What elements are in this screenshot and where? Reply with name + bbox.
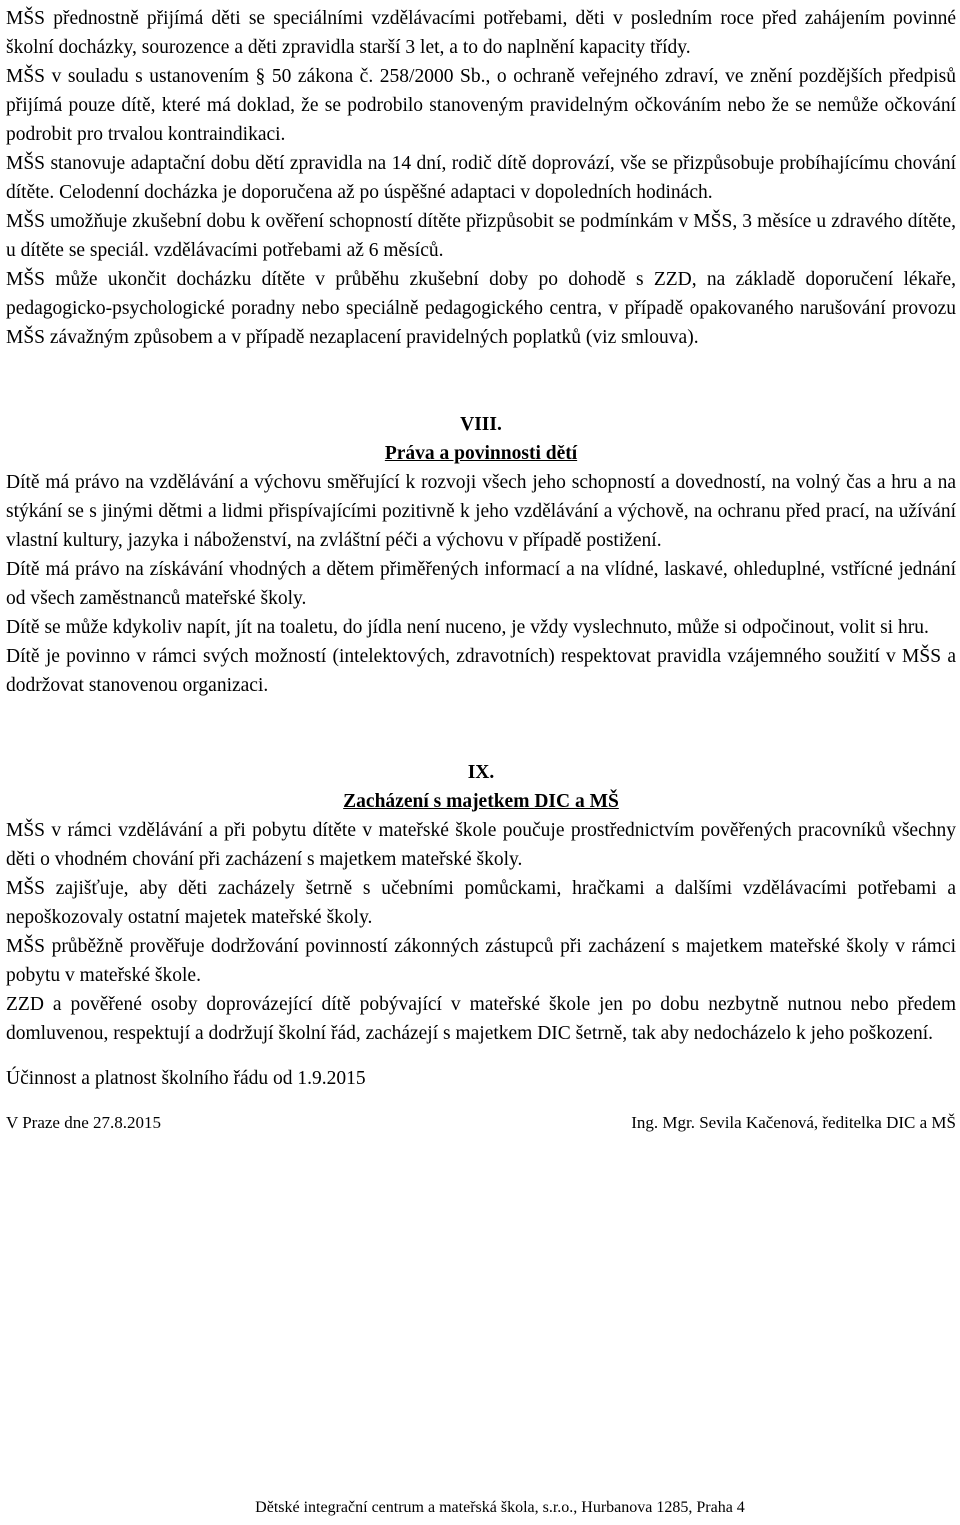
spacer [6, 352, 956, 410]
section-viii-paragraph-2: Dítě má právo na získávání vhodných a dětem přiměřených informací a na vlídné, laskavé, ohleduplné, vstřícné jednání od všech zaměstnanců mateřské školy. [6, 559, 956, 609]
section-viii-paragraph-4: Dítě je povinno v rámci svých možností (intelektových, zdravotních) respektovat pravidla vzájemného soužití v MŠS a dodržovat stanovenou organizaci. [6, 646, 956, 696]
signatory: Ing. Mgr. Sevila Kačenová, ředitelka DIC a MŠ [631, 1113, 956, 1132]
intro-section [6, 4, 956, 352]
page-footer: Dětské integrační centrum a mateřská škola, s.r.o., Hurbanova 1285, Praha 4 [255, 1499, 745, 1516]
intro-paragraph-4: MŠS umožňuje zkušební dobu k ověření schopností dítěte přizpůsobit se podmínkám v MŠS, 3 měsíce u zdravého dítěte, u dítěte se speciál. vzdělávacími potřebami až 6 měsíců. [6, 211, 956, 261]
section-ix-paragraph-4: ZZD a pověřené osoby doprovázející dítě pobývající v mateřské škole jen po dobu nezbytně nutnou nebo předem domluvenou, respektují a dodržují školní řád, zacházejí s majetkem DIC šetrně, tak aby nedocházelo k jeho poškození. [6, 994, 956, 1044]
section-viii-paragraph-1: Dítě má právo na vzdělávání a výchovu směřující k rozvoji všech jeho schopností a dovedností, na volný čas a hru a na stýkání se s jinými dětmi a lidmi přispívajícími pozitivně k jeho vzdělávání a výchově, na ochranu před prací, na užívání vlastní kultury, jazyka i náboženství, na zvláštní péči a výchovu v případě postižení. [6, 472, 956, 551]
effectivity-statement: Účinnost a platnost školního řádu od 1.9.2015 [6, 1068, 366, 1089]
place-date: V Praze dne 27.8.2015 [6, 1113, 162, 1132]
intro-paragraph-2: MŠS v souladu s ustanovením § 50 zákona č. 258/2000 Sb., o ochraně veřejného zdraví, ve znění pozdějších předpisů přijímá pouze dítě, které má doklad, že se podrobilo stanoveným pravidelným očkováním nebo že se nemůže očkování podrobit pro trvalou kontraindikaci. [6, 66, 956, 145]
intro-paragraph-3: MŠS stanovuje adaptační dobu dětí zpravidla na 14 dní, rodič dítě doprovází, vše se přizpůsobuje probíhajícímu chování dítěte. Celodenní docházka je doporučena až po úspěšné adaptaci v dopoledních hodinách. [6, 153, 956, 203]
section-viii-paragraph-3: Dítě se může kdykoliv napít, jít na toaletu, do jídla není nuceno, je vždy vyslechnuto, může si odpočinout, volit si hru. [6, 617, 929, 638]
spacer [6, 700, 956, 758]
section-ix-paragraph-2: MŠS zajišťuje, aby děti zacházely šetrně s učebními pomůckami, hračkami a dalšími vzdělávacími potřebami a nepoškozovaly ostatní majetek mateřské školy. [6, 878, 956, 928]
section-viii [6, 410, 956, 700]
section-ix-paragraph-1: MŠS v rámci vzdělávání a při pobytu dítěte v mateřské škole poučuje prostřednictvím pověřených pracovníků všechny děti o vhodném chování při zacházení s majetkem mateřské školy. [6, 820, 956, 870]
spacer [6, 1048, 956, 1064]
section-number: IX. [467, 762, 495, 783]
document-page [6, 4, 956, 1135]
section-title: Práva a povinnosti dětí [384, 443, 578, 464]
section-ix-paragraph-3: MŠS průběžně prověřuje dodržování povinností zákonných zástupců při zacházení s majetkem mateřské školy v rámci pobytu v mateřské škole. [6, 936, 956, 986]
section-number: VIII. [460, 414, 502, 435]
signature-row [6, 1111, 956, 1135]
section-title: Zacházení s majetkem DIC a MŠ [343, 791, 619, 812]
intro-paragraph-5: MŠS může ukončit docházku dítěte v průběhu zkušební doby po dohodě s ZZD, na základě doporučení lékaře, pedagogicko-psychologické poradny nebo speciálně pedagogického centra, v případě opakovaného narušování provozu MŠS závažným způsobem a v případě nezaplacení pravidelných poplatků (viz smlouva). [6, 269, 956, 348]
section-ix [6, 758, 956, 1048]
intro-paragraph-1: MŠS přednostně přijímá děti se speciálními vzdělávacími potřebami, děti v posledním roce před zahájením povinné školní docházky, sourozence a děti zpravidla starší 3 let, a to do naplnění kapacity třídy. [6, 8, 956, 58]
